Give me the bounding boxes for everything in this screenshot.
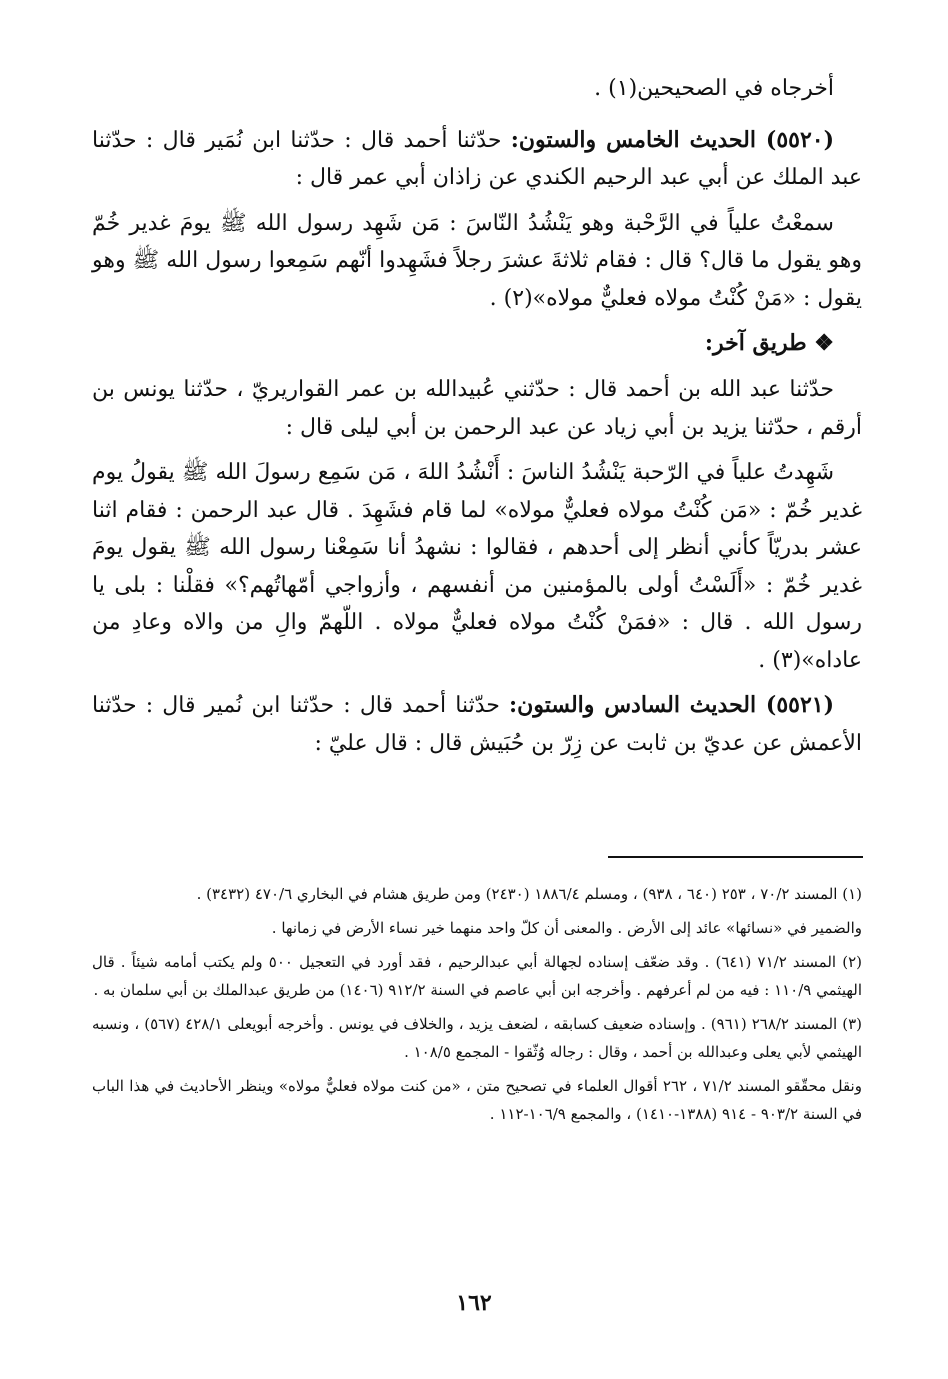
other-route-chain: حدّثنا عبد الله بن أحمد قال : حدّثني عُبيدالله بن عمر القواريريّ ، حدّثنا يونس بن أرقم ، حدّثنا يزيد بن أبي زياد عن عبد الرحمن بن أبي ليلى قال : bbox=[92, 377, 862, 440]
footnote-1-note: والضمير في «نسائها» عائد إلى الأرض . والمعنى أن كلّ واحد منهما خير نساء الأرض في زمانها . bbox=[271, 919, 862, 937]
other-route-matn: شَهِدتُ علياً في الرّحبة يَنْشُدُ الناسَ : أَنْشُدُ اللهَ ، مَن سَمِع رسولَ الله ﷺ يقولُ يوم غدير خُمّ : «مَن كُنْتُ مولاه فعليٌّ مولاه» لما قام فشَهِدَ . قال عبد الرحمن : فقام اثنا عشر بدريّاً كأني أنظر إلى أحدهم ، فقالوا : نشهدُ أنا سَمِعْنا رسول الله ﷺ يقول يومَ غدير خُمّ : «أَلَسْتُ أولى بالمؤمنين من أنفسهم ، وأزواجي أمّهاتُهم؟» فقلْنا : بلى يا رسول الله . قال : «فمَنْ كُنْتُ مولاه فعليٌّ مولاه . اللّهمّ والِ من والاه وعادِ من عاداه»(٣) . bbox=[92, 460, 862, 673]
hadith-5520 bbox=[92, 122, 862, 197]
opening-line: أخرجاه في الصحيحين(١) . bbox=[594, 76, 834, 101]
footnotes bbox=[92, 880, 862, 1134]
footnote-2: (٢) المسند ٧١/٢ (٦٤١) . وقد ضعّف إسناده لجهالة أبي عبدالرحيم ، فقد أورد في التعجيل ٥٠٠ ولم يكتب أمامه شيئاً . قال الهيثمي ١١٠/٩ : فيه من لم أعرفهم . وأخرجه ابن أبي عاصم في السنة ٩١٢/٢ (١٤٠٦) من طريق عبدالملك بن أبي سلمان به . bbox=[92, 953, 862, 999]
hadith-5521-heading: (٥٥٢١) الحديث السادس والستون: bbox=[509, 692, 834, 718]
hadith-5520-matn: سمعْتُ علياً في الرَّحْبة وهو يَنْشُدُ النّاسَ : مَن شَهِد رسول الله ﷺ يومَ غدير خُمّ وهو يقول ما قال؟ قال : فقام ثلاثةَ عشرَ رجلاً فشَهِدوا أنّهم سَمِعوا رسول الله ﷺ وهو يقول : «مَنْ كُنْتُ مولاه فعليٌّ مولاه»(٢) . bbox=[92, 210, 862, 311]
hadith-5520-chain: حدّثنا أحمد قال : حدّثنا ابن نُمَير قال : حدّثنا عبد الملك عن أبي عبد الرحيم الكندي عن زاذان أبي عمر قال : bbox=[92, 127, 862, 190]
footnote-divider bbox=[608, 856, 863, 858]
footnote-3: (٣) المسند ٢٦٨/٢ (٩٦١) . وإسناده ضعيف كسابقه ، لضعف يزيد ، والخلاف في يونس . وأخرجه أبويعلى ٤٢٨/١ (٥٦٧) ، ونسبه الهيثمي لأبي يعلى وعبدالله بن أحمد ، وقال : رجاله وُثّقوا - المجمع ١٠٨/٥ . bbox=[92, 1015, 863, 1061]
hadith-5521 bbox=[92, 687, 862, 762]
footnote-1: (١) المسند ٧٠/٢ ، ٢٥٣ (٦٤٠ ، ٩٣٨) ، ومسلم ١٨٨٦/٤ (٢٤٣٠) ومن طريق هشام في البخاري ٤٧٠/٦ (٣٤٣٢) . bbox=[196, 885, 862, 903]
main-text bbox=[92, 70, 862, 770]
page-number: ١٦٢ bbox=[456, 1290, 492, 1316]
section-title-other-route: ❖ طريق آخر: bbox=[704, 330, 834, 356]
hadith-5520-heading: (٥٥٢٠) الحديث الخامس والستون: bbox=[510, 126, 834, 153]
hadith-5521-chain: حدّثنا أحمد قال : حدّثنا ابن نُمير قال : حدّثنا الأعمش عن عديّ بن ثابت عن زِرّ بن حُبَيش قال : قال عليّ : bbox=[92, 693, 862, 756]
footnote-3-note: ونقل محقّقو المسند ٧١/٢ ، ٢٦٢ أقوال العلماء في تصحيح متن ، «من كنت مولاه فعليٌّ مولاه» وينظر الأحاديث في هذا الباب في السنة ٩٠٣/٢ - ٩١٤ (١٣٨٨-١٤١٠) ، والمجمع ١٠٦/٩-١١٢ . bbox=[92, 1077, 862, 1123]
